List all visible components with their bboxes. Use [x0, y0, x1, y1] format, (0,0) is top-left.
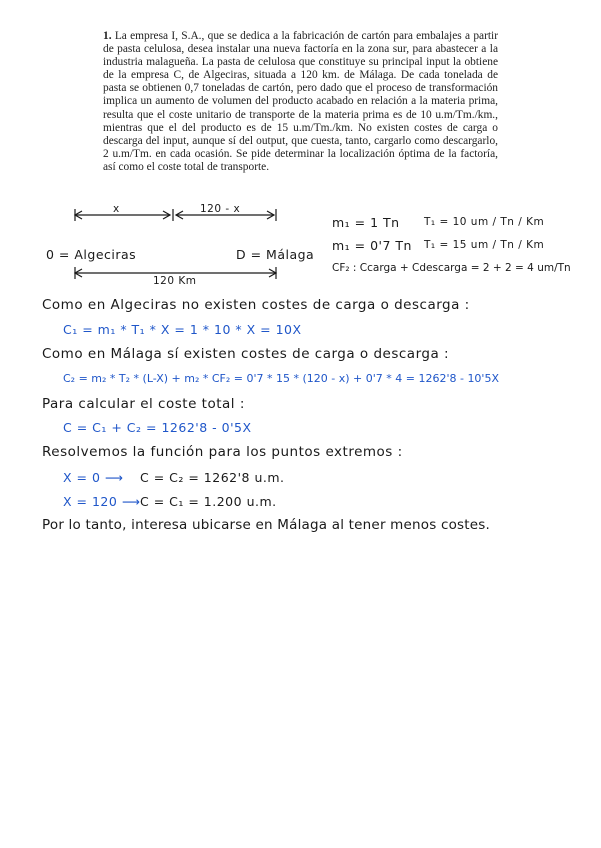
given-m1: m₁ = 1 Tn	[332, 215, 400, 230]
solution-eq-c: C = C₁ + C₂ = 1262'8 - 0'5X	[63, 420, 252, 435]
solution-line-extremes: Resolvemos la función para los puntos extremos :	[42, 444, 403, 460]
solution-eq-x0-lhs: X = 0 ⟶	[63, 470, 124, 485]
given-t1: T₁ = 10 um / Tn / Km	[424, 216, 545, 228]
problem-number: 1.	[103, 30, 112, 42]
diagram-label-x: x	[113, 203, 120, 215]
solution-eq-c1: C₁ = m₁ * T₁ * X = 1 * 10 * X = 10X	[63, 322, 302, 337]
solution-line-total: Para calcular el coste total :	[42, 396, 245, 412]
solution-line-malaga: Como en Málaga sí existen costes de carga o descarga :	[42, 346, 450, 362]
solution-eq-x120-rhs: C = C₁ = 1.200 u.m.	[140, 494, 277, 509]
solution-eq-x0-rhs: C = C₂ = 1262'8 u.m.	[140, 470, 285, 485]
diagram-label-120-minus-x: 120 - x	[200, 203, 241, 215]
diagram-label-end: D = Málaga	[236, 247, 315, 262]
diagram-label-origin: 0 = Algeciras	[46, 247, 137, 262]
solution-conclusion: Por lo tanto, interesa ubicarse en Málaga al tener menos costes.	[42, 517, 491, 533]
diagram-label-total: 120 Km	[153, 275, 197, 287]
solution-eq-c2: C₂ = m₂ * T₂ * (L-X) + m₂ * CF₂ = 0'7 * 15 * (120 - x) + 0'7 * 4 = 1262'8 - 10'5X	[63, 372, 499, 385]
problem-text: La empresa I, S.A., que se dedica a la fabricación de cartón para embalajes a partir de pasta celulosa, desea instalar una nueva factoría en la zona sur, para abastecer a la industria malagueña. La pasta de celulosa que constituye su principal input la obtiene de la empresa C, de Algeciras, situada a 120 km. de Málaga. De cada tonelada de pasta se obtienen 0,7 toneladas de cartón, pero dado que el proceso de transformación implica un aumento de volumen del producto acabado en relación a la materia prima, resulta que el coste unitario de transporte de la materia prima es de 10 u.m/Tm./km., mientras que el del producto es de 15 u.m/Tm./km. No existen costes de carga o descarga del input, aunque sí del output, que cuesta, tanto, cargarlo como descargarlo, 2 u.m/Tm. en cada ocasión. Se pide determinar la localización óptima de la factoría, así como el coste total de transporte.	[103, 30, 498, 173]
solution-line-algeciras: Como en Algeciras no existen costes de carga o descarga :	[42, 297, 470, 313]
solution-eq-x120-lhs: X = 120 ⟶	[63, 494, 141, 509]
given-t2: T₁ = 15 um / Tn / Km	[424, 239, 545, 251]
given-cf2: CF₂ : Ccarga + Cdescarga = 2 + 2 = 4 um/Tn	[332, 262, 571, 274]
given-m2: m₁ = 0'7 Tn	[332, 238, 412, 253]
